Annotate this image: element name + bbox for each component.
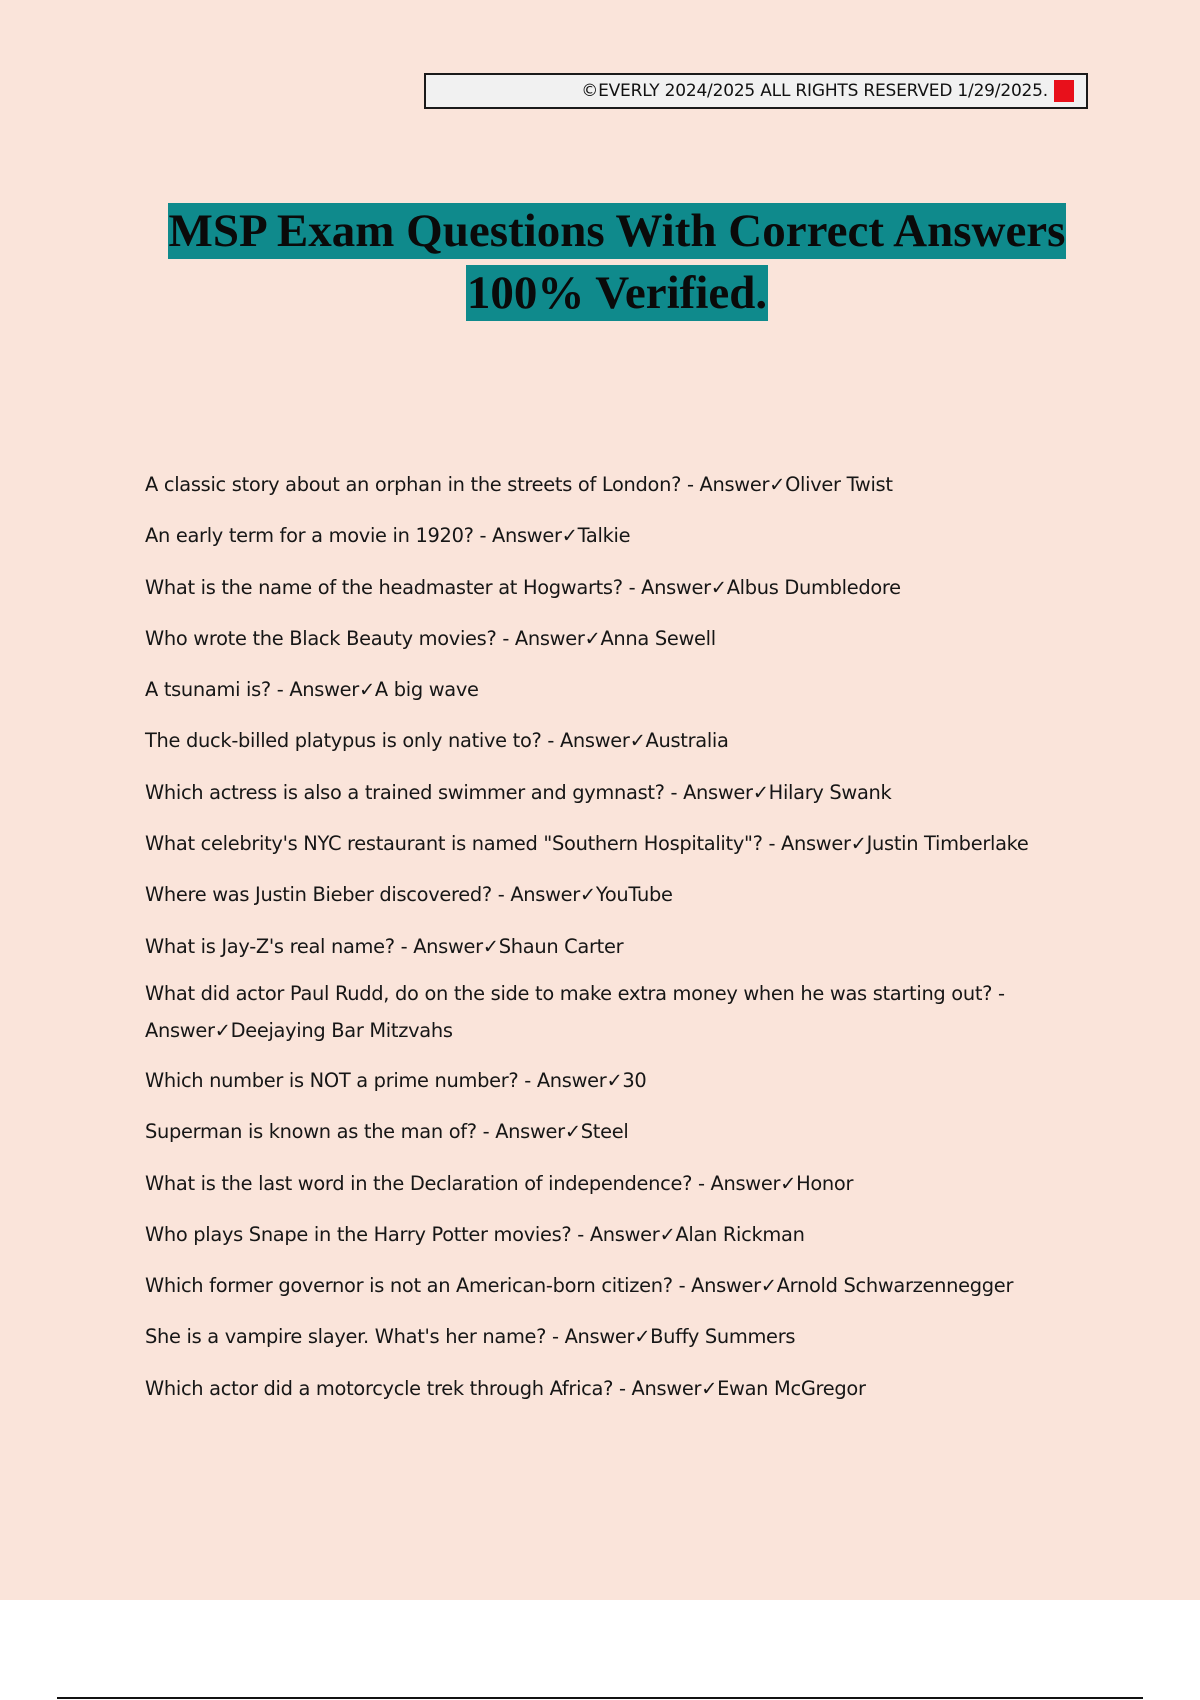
question-item: Which former governor is not an American-born citizen? - Answer✓Arnold Schwarzennegger [145,1274,1014,1298]
question-answer-list [145,466,1085,1421]
question-item: A tsunami is? - Answer✓A big wave [145,678,479,702]
brand-mark-logo [1054,80,1074,102]
question-item: Which actor did a motorcycle trek through Africa? - Answer✓Ewan McGregor [145,1376,866,1400]
question-item: The duck-billed platypus is only native to? - Answer✓Australia [145,729,729,753]
document-title [0,200,1200,324]
question-item: She is a vampire slayer. What's her name? - Answer✓Buffy Summers [145,1325,796,1349]
question-item: What celebrity's NYC restaurant is named "Southern Hospitality"? - Answer✓Justin Timberlake [145,832,1029,856]
question-item: What did actor Paul Rudd, do on the side to make extra money when he was starting out? - Answer✓Deejaying Bar Mitzvahs [145,981,1005,1042]
copyright-header [424,73,1088,109]
title-line-2: 100% Verified. [466,267,768,319]
question-item: What is the last word in the Declaration of independence? - Answer✓Honor [145,1171,854,1195]
question-item: Superman is known as the man of? - Answer✓Steel [145,1120,629,1144]
question-item: Who plays Snape in the Harry Potter movies? - Answer✓Alan Rickman [145,1222,805,1246]
question-item: Where was Justin Bieber discovered? - Answer✓YouTube [145,883,673,907]
question-item: Which number is NOT a prime number? - Answer✓30 [145,1068,647,1092]
question-item: A classic story about an orphan in the streets of London? - Answer✓Oliver Twist [145,473,893,496]
question-item: Who wrote the Black Beauty movies? - Answer✓Anna Sewell [145,626,716,650]
question-item: What is Jay-Z's real name? - Answer✓Shaun Carter [145,934,624,958]
question-item: What is the name of the headmaster at Hogwarts? - Answer✓Albus Dumbledore [145,575,901,599]
copyright-text: ©EVERLY 2024/2025 ALL RIGHTS RESERVED 1/29/2025. [581,81,1048,101]
footer-divider [57,1697,1143,1699]
title-line-1: MSP Exam Questions With Correct Answers [168,205,1066,257]
question-item: Which actress is also a trained swimmer and gymnast? - Answer✓Hilary Swank [145,780,892,804]
question-item: An early term for a movie in 1920? - Answer✓Talkie [145,524,631,548]
